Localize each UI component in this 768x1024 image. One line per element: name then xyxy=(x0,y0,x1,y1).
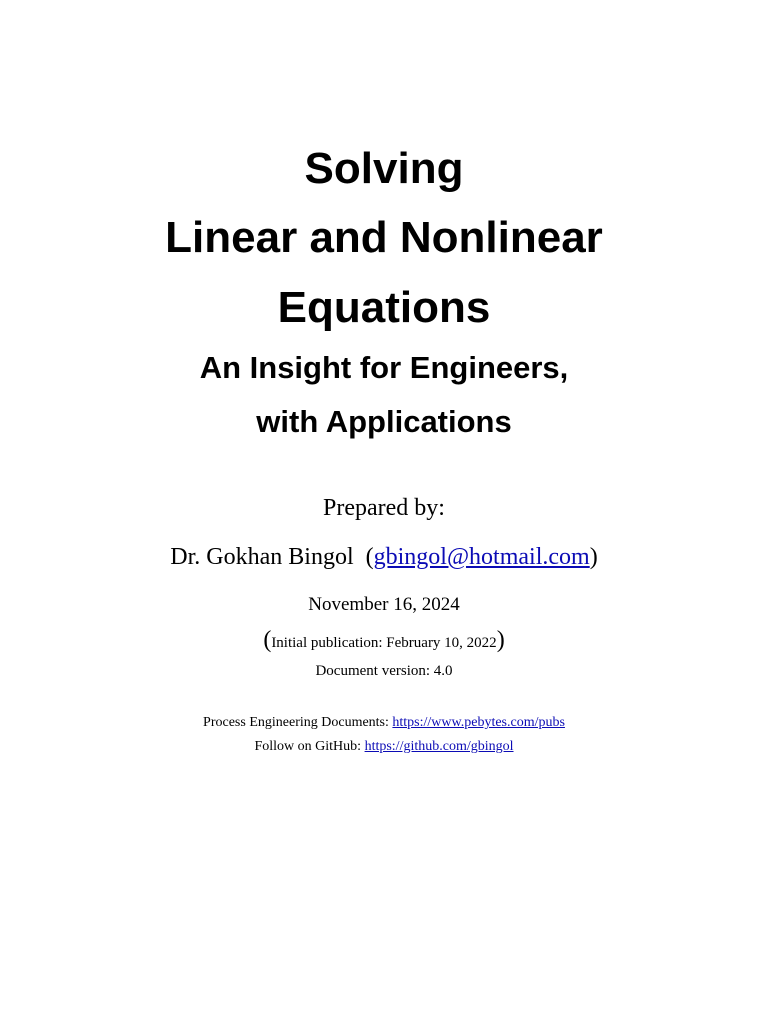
title-line-1: Solving xyxy=(304,144,464,193)
subtitle-line-2: with Applications xyxy=(256,404,512,439)
prepared-by-label: Prepared by: xyxy=(323,495,445,521)
github-label: Follow on GitHub: xyxy=(254,739,362,754)
author-name: Dr. Gokhan Bingol xyxy=(170,544,354,570)
title-line-2: Linear and Nonlinear xyxy=(165,213,603,262)
author-email-link[interactable]: gbingol@hotmail.com xyxy=(373,544,590,570)
title-line-3: Equations xyxy=(277,283,491,332)
pubs-label: Process Engineering Documents: xyxy=(203,715,389,730)
author-line: Dr. Gokhan Bingol (gbingol@hotmail.com) xyxy=(170,544,598,570)
github-line xyxy=(0,738,768,756)
github-link[interactable]: https://github.com/gbingol xyxy=(364,739,514,754)
initial-publication-text: Initial publication: February 10, 2022 xyxy=(271,635,497,651)
initial-publication-line: (Initial publication: February 10, 2022) xyxy=(263,627,505,653)
document-date: November 16, 2024 xyxy=(308,594,460,615)
pubs-link[interactable]: https://www.pebytes.com/pubs xyxy=(392,715,565,730)
pubs-line xyxy=(0,714,768,732)
document-version: Document version: 4.0 xyxy=(315,663,453,679)
subtitle-line-1: An Insight for Engineers, xyxy=(199,350,569,385)
